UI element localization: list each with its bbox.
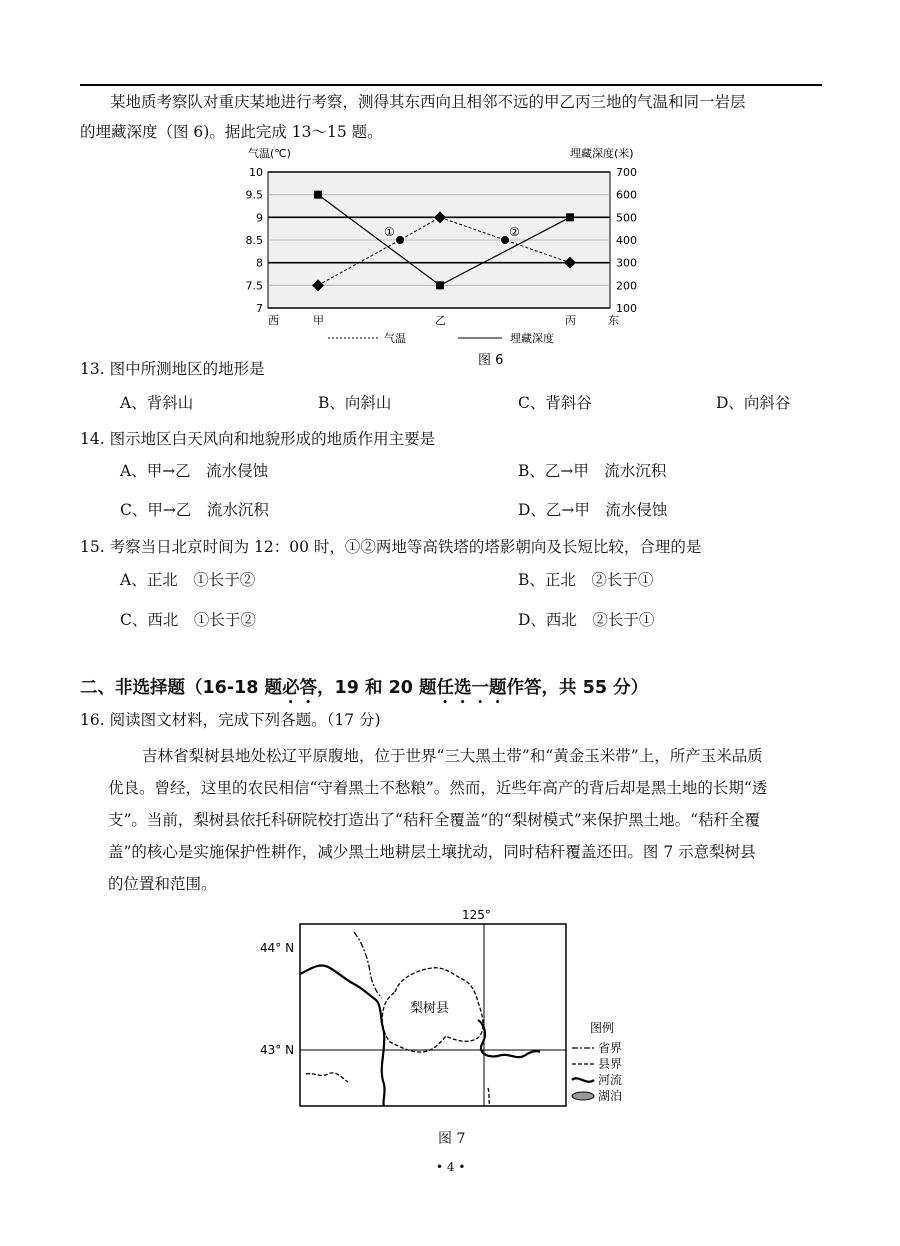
- page-number: • 4 •: [436, 1160, 466, 1174]
- river-west: [300, 966, 385, 1106]
- q14-option-c[interactable]: C、甲→乙 流水沉积: [120, 501, 269, 519]
- left-ticks: [246, 166, 264, 315]
- q13-option-a[interactable]: A、背斜山: [120, 394, 194, 412]
- figure-6-caption: 图 6: [478, 353, 504, 368]
- right-tick-label: 600: [616, 188, 637, 202]
- q16-para-line-4: 盖”的核心是实施保护性耕作，减少黑土地耕层土壤扰动，同时秸秆覆盖还田。图 7 示意梨树县: [108, 843, 756, 861]
- q16-para-line-1: 吉林省梨树县地处松辽平原腹地，位于世界“三大黑土带”和“黄金玉米带”上，所产玉米品质: [142, 747, 763, 765]
- left-tick-label: 8: [256, 256, 263, 270]
- x-west-label: 西: [268, 314, 279, 327]
- q15-stem: 15. 考察当日北京时间为 12：00 时，①②两地等高铁塔的塔影朝向及长短比较，合理的是: [80, 538, 702, 556]
- q15-option-d[interactable]: D、西北 ②长于①: [518, 611, 655, 629]
- q14-option-a[interactable]: A、甲→乙 流水侵蚀: [120, 462, 269, 480]
- q16-para-line-2: 优良。曾经，这里的农民相信“守着黑土不愁粮”。然而，近些年高产的背后却是黑土地的长期“透: [108, 779, 768, 797]
- left-tick-label: 9: [256, 211, 263, 225]
- right-tick-label: 500: [616, 211, 637, 225]
- county-boundary-south: [488, 1088, 490, 1106]
- q14-stem: 14. 图示地区白天风向和地貌形成的地质作用主要是: [80, 430, 436, 448]
- section-2-title-c: ，19 和 20 题: [317, 678, 437, 698]
- left-tick-label: 10: [249, 166, 263, 179]
- depth-point: [314, 191, 322, 199]
- left-tick-label: 7.5: [245, 279, 263, 293]
- q16-para-line-5: 的位置和范围。: [108, 875, 217, 893]
- county-boundary-southwest: [306, 1073, 348, 1082]
- figure-7-caption: 图 7: [438, 1131, 466, 1147]
- legend-lake-symbol: [572, 1092, 594, 1100]
- figure-6-chart: [240, 140, 650, 370]
- q15-option-c[interactable]: C、西北 ①长于②: [120, 611, 256, 629]
- y-left-label: 气温(℃): [248, 147, 291, 160]
- left-tick-label: 7: [256, 302, 263, 315]
- marker-1-label: ①: [384, 225, 395, 239]
- depth-point: [436, 281, 444, 289]
- q14-option-b[interactable]: B、乙→甲 流水沉积: [518, 462, 667, 480]
- y-right-label: 埋藏深度(米): [570, 147, 634, 160]
- right-tick-label: 100: [616, 302, 637, 315]
- q13-option-b[interactable]: B、向斜山: [318, 394, 392, 412]
- legend-river-symbol: [572, 1078, 594, 1081]
- left-tick-label: 8.5: [245, 234, 263, 247]
- q16-para-line-3: 支”。当前，梨树县依托科研院校打造出了“秸秆全覆盖”的“梨树模式”来保护黑土地。“秸秆全覆: [108, 811, 761, 829]
- legend-title: 图例: [590, 1021, 615, 1035]
- x-label-yi: 乙: [435, 314, 446, 327]
- section-2-title-a: 二、非选择题（16-18 题: [80, 678, 283, 698]
- legend-province-label: 省界: [598, 1041, 623, 1055]
- temperature-point: [396, 236, 404, 244]
- right-tick-label: 400: [616, 234, 637, 247]
- q13-option-c[interactable]: C、背斜谷: [518, 394, 592, 412]
- intro-line-2: 的埋藏深度（图 6)。据此完成 13～15 题。: [80, 123, 383, 141]
- temperature-point: [501, 236, 509, 244]
- x-label-jia: 甲: [313, 314, 324, 327]
- right-tick-label: 300: [616, 256, 637, 270]
- section-2-emphasis-choose: 任选一题: [436, 678, 507, 698]
- legend-temp-label: 气温: [384, 332, 406, 345]
- q13-option-d[interactable]: D、向斜谷: [716, 394, 791, 412]
- lat-43-label: 43° N: [260, 1043, 295, 1057]
- q15-option-b[interactable]: B、正北 ②长于①: [518, 571, 654, 589]
- intro-line-1: 某地质考察队对重庆某地进行考察，测得其东西向且相邻不远的甲乙丙三地的气温和同一岩层: [110, 93, 746, 111]
- left-tick-label: 9.5: [245, 188, 263, 202]
- longitude-label: 125°: [462, 908, 491, 922]
- province-boundary-north: [354, 932, 382, 998]
- q14-option-d[interactable]: D、乙→甲 流水侵蚀: [518, 501, 668, 519]
- section-2-heading: [80, 674, 648, 708]
- figure-7-map: [250, 902, 670, 1122]
- legend-county-label: 县界: [598, 1057, 623, 1071]
- right-tick-label: 200: [616, 279, 637, 293]
- right-ticks: [616, 166, 637, 315]
- marker-2-label: ②: [509, 225, 520, 239]
- river-east: [478, 1020, 540, 1057]
- county-label: 梨树县: [410, 1001, 450, 1016]
- x-east-label: 东: [608, 314, 619, 327]
- x-label-bing: 丙: [565, 314, 576, 327]
- legend-river-label: 河流: [598, 1073, 623, 1087]
- lat-44-label: 44° N: [260, 941, 295, 955]
- section-2-emphasis-required: 必答: [282, 678, 318, 698]
- depth-point: [566, 213, 574, 221]
- legend-lake-label: 湖泊: [598, 1089, 623, 1103]
- section-2-title-e: 作答，共 55 分）: [506, 678, 649, 698]
- legend-depth-label: 埋藏深度: [510, 332, 554, 345]
- right-tick-label: 700: [616, 166, 637, 179]
- q15-option-a[interactable]: A、正北 ①长于②: [120, 571, 256, 589]
- q13-stem: 13. 图中所测地区的地形是: [80, 360, 265, 378]
- q16-stem: 16. 阅读图文材料，完成下列各题。（17 分): [80, 711, 381, 729]
